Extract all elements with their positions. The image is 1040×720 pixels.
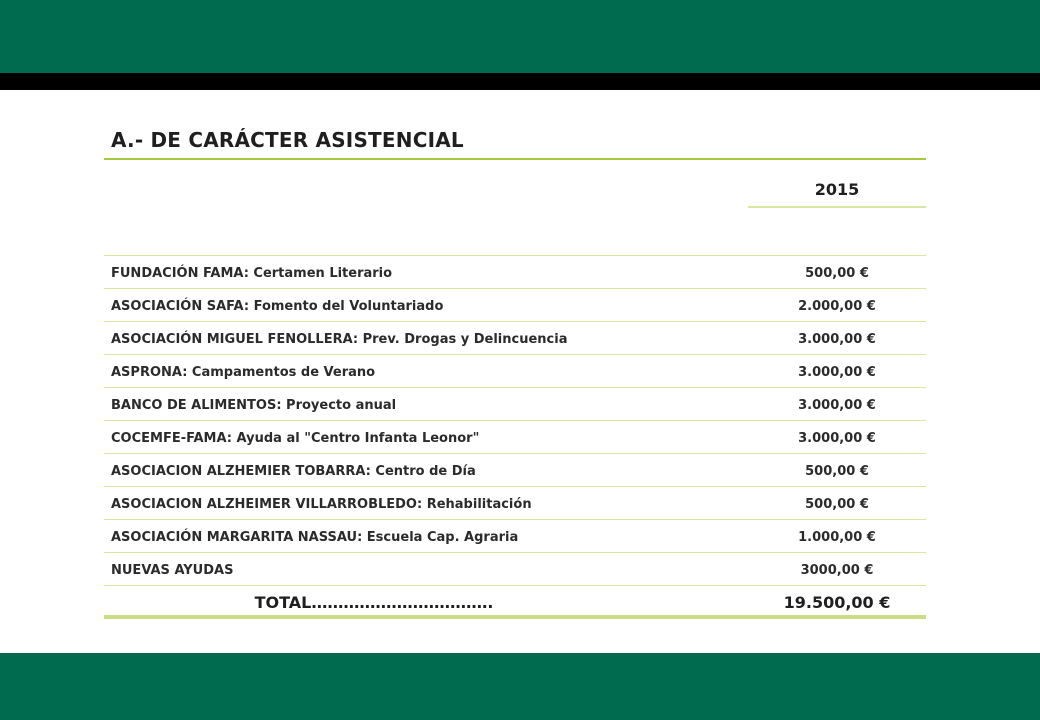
table-row [104,321,926,354]
total-label: TOTAL……………………………. [254,593,494,612]
total-amount: 19.500,00 € [783,593,891,612]
table-row [104,420,926,453]
table-end-divider [104,585,926,586]
row-amount: 3.000,00 € [798,431,876,446]
row-label: FUNDACIÓN FAMA: Certamen Literario [111,266,393,281]
row-amount: 2.000,00 € [798,299,876,314]
row-amount: 1.000,00 € [798,530,876,545]
row-label: NUEVAS AYUDAS [111,563,234,578]
row-amount: 500,00 € [805,266,869,281]
table-row [104,552,926,585]
table-row [104,519,926,552]
row-label: ASOCIACIÓN MIGUEL FENOLLERA: Prev. Drogas y Delincuencia [111,332,568,347]
header-band [0,0,1040,73]
row-amount: 3.000,00 € [798,365,876,380]
table-row [104,453,926,486]
row-amount: 3.000,00 € [798,332,876,347]
row-amount: 500,00 € [805,497,869,512]
table-row [104,288,926,321]
row-label: COCEMFE-FAMA: Ayuda al "Centro Infanta Leonor" [111,431,480,446]
header-rule [0,73,1040,90]
row-label: ASPRONA: Campamentos de Verano [111,365,376,380]
year-column-header: 2015 [814,180,860,199]
row-label: BANCO DE ALIMENTOS: Proyecto anual [111,398,397,413]
row-amount: 3000,00 € [800,563,874,578]
row-amount: 500,00 € [805,464,869,479]
table-row [104,255,926,288]
total-underline [104,615,926,619]
row-label: ASOCIACIÓN MARGARITA NASSAU: Escuela Cap. Agraria [111,530,519,545]
row-label: ASOCIACIÓN SAFA: Fomento del Voluntariado [111,299,444,314]
row-label: ASOCIACION ALZHEMIER TOBARRA: Centro de Día [111,464,476,479]
section-title-underline [104,158,926,160]
table-row [104,354,926,387]
row-label: ASOCIACION ALZHEIMER VILLARROBLEDO: Rehabilitación [111,497,532,512]
section-title: A.- DE CARÁCTER ASISTENCIAL [111,128,464,152]
row-amount: 3.000,00 € [798,398,876,413]
table-row [104,486,926,519]
year-header-underline [748,206,926,208]
table-row [104,387,926,420]
grants-table [104,255,926,586]
footer-band [0,653,1040,720]
